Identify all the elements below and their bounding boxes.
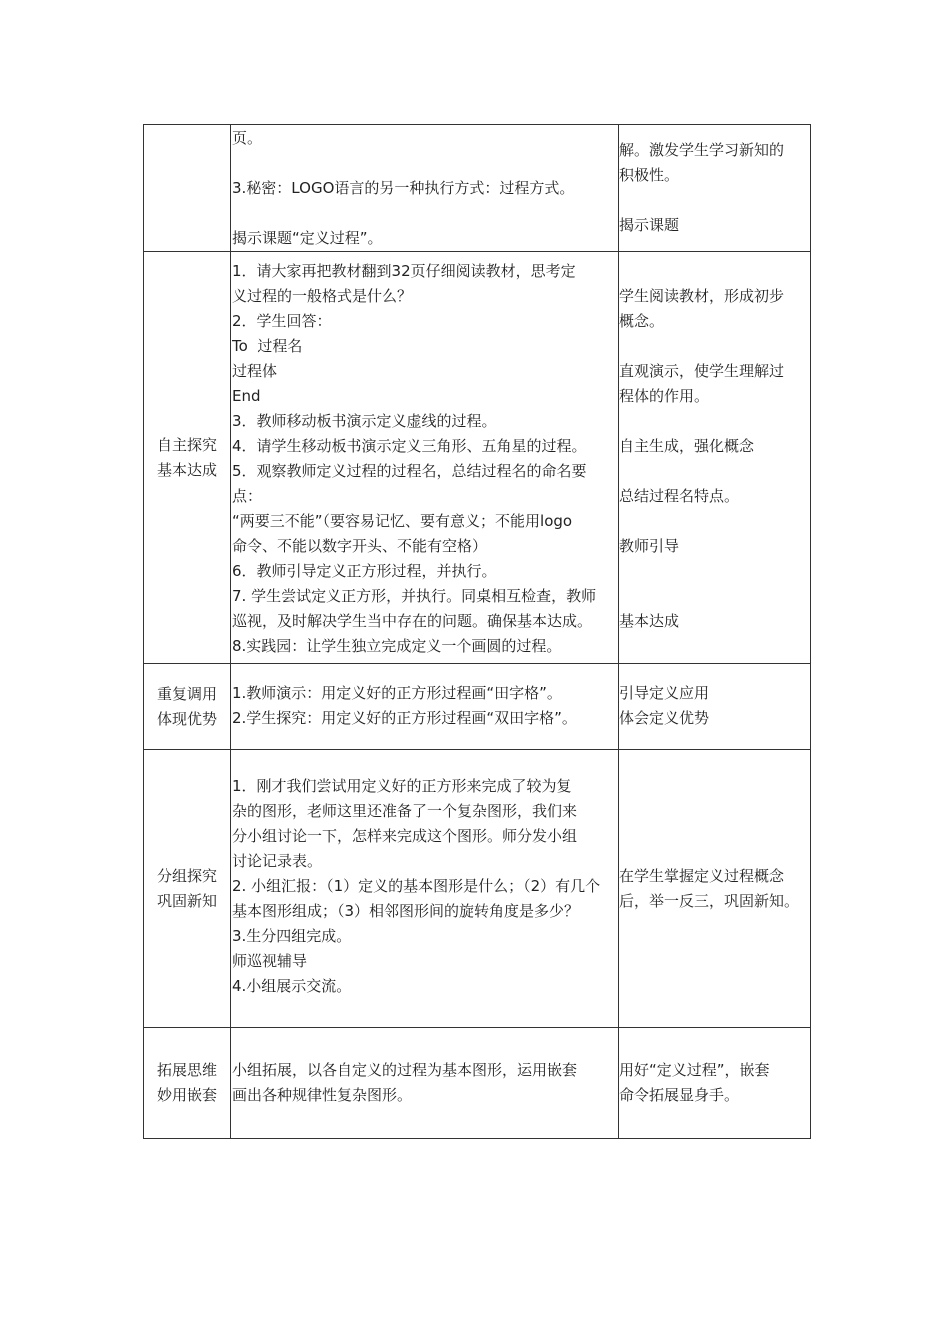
content-line: 7. 学生尝试定义正方形，并执行。同桌相互检查，教师: [232, 587, 597, 605]
stage-label: 体现优势: [156, 709, 217, 728]
table-row: [144, 750, 811, 1028]
content-cell: [231, 252, 619, 664]
content-line: 页。: [232, 129, 263, 147]
stage-label: 重复调用: [156, 684, 217, 703]
notes-line: 教师引导: [619, 537, 680, 555]
notes-cell: [619, 252, 811, 664]
content-cell: [231, 664, 619, 750]
content-line: 4．请学生移动板书演示定义三角形、五角星的过程。: [232, 437, 587, 455]
content-line: 基本图形组成；（3）相邻图形间的旋转角度是多少？: [232, 902, 580, 920]
content-line: 师巡视辅导: [232, 952, 308, 970]
content-line: 1.教师演示：用定义好的正方形过程画“田字格”。: [232, 684, 562, 702]
notes-cell: [619, 664, 811, 750]
notes-line: 程体的作用。: [619, 387, 710, 405]
stage-cell: [144, 750, 231, 1028]
notes-line: 直观演示，使学生理解过: [619, 362, 785, 380]
stage-cell: [144, 125, 231, 252]
content-line: 8.实践园：让学生独立完成定义一个画圆的过程。: [232, 637, 562, 655]
stage-label: 巩固新知: [156, 891, 217, 910]
notes-line: 积极性。: [619, 166, 680, 184]
content-cell: [231, 750, 619, 1028]
content-line: 2.学生探究：用定义好的正方形过程画“双田字格”。: [232, 709, 577, 727]
table-row: [144, 252, 811, 664]
content-line: 命令、不能以数字开头、不能有空格）: [232, 537, 488, 555]
content-line: 分小组讨论一下，怎样来完成这个图形。师分发小组: [232, 827, 578, 845]
content-line: 1．请大家再把教材翻到32页仔细阅读教材，思考定: [232, 262, 576, 280]
stage-label: 分组探究: [156, 866, 217, 885]
content-line: 过程体: [232, 362, 278, 380]
table-row: [144, 1028, 811, 1139]
content-line: 2．学生回答：: [232, 312, 332, 330]
content-line: 揭示课题“定义过程”。: [232, 229, 383, 247]
content-line: 2. 小组汇报：（1）定义的基本图形是什么；（2）有几个: [232, 877, 601, 895]
content-line: 3.秘密：LOGO语言的另一种执行方式：过程方式。: [232, 179, 575, 197]
content-line: 点：: [232, 487, 263, 505]
notes-line: 在学生掌握定义过程概念: [619, 866, 785, 885]
content-cell: [231, 125, 619, 252]
table-row: [144, 125, 811, 252]
content-line: End: [232, 387, 261, 405]
notes-cell: [619, 750, 811, 1028]
stage-cell: [144, 664, 231, 750]
content-line: 小组拓展，以各自定义的过程为基本图形，运用嵌套: [232, 1061, 578, 1079]
content-line: 义过程的一般格式是什么？: [232, 287, 413, 305]
content-line: 3.生分四组完成。: [232, 927, 352, 945]
content-line: 1．刚才我们尝试用定义好的正方形来完成了较为复: [232, 777, 572, 795]
stage-cell: [144, 1028, 231, 1139]
notes-line: 解。激发学生学习新知的: [619, 141, 785, 159]
notes-line: 自主生成，强化概念: [619, 437, 755, 455]
content-line: 3．教师移动板书演示定义虚线的过程。: [232, 412, 497, 430]
stage-label: 基本达成: [156, 460, 217, 479]
stage-label: 妙用嵌套: [156, 1086, 217, 1104]
notes-line: 后，举一反三，巩固新知。: [619, 891, 800, 910]
content-line: 6．教师引导定义正方形过程，并执行。: [232, 562, 497, 580]
stage-label: 拓展思维: [156, 1061, 217, 1079]
table-row: [144, 664, 811, 750]
notes-line: 概念。: [619, 312, 665, 330]
content-line: 4.小组展示交流。: [232, 977, 352, 995]
content-line: 杂的图形，老师这里还准备了一个复杂图形，我们来: [232, 802, 578, 820]
notes-line: 引导定义应用: [619, 684, 710, 702]
notes-line: 命令拓展显身手。: [619, 1086, 740, 1104]
content-line: 画出各种规律性复杂图形。: [232, 1086, 413, 1104]
notes-line: 基本达成: [619, 612, 680, 630]
content-line: To 过程名: [232, 337, 303, 355]
content-line: “两要三不能”（要容易记忆、要有意义；不能用logo: [232, 512, 573, 530]
notes-line: 揭示课题: [619, 216, 680, 234]
stage-label: 自主探究: [156, 435, 217, 454]
content-line: 讨论记录表。: [232, 852, 323, 870]
notes-line: 总结过程名特点。: [619, 487, 740, 505]
stage-cell: [144, 252, 231, 664]
content-line: 巡视，及时解决学生当中存在的问题。确保基本达成。: [232, 612, 593, 630]
content-cell: [231, 1028, 619, 1139]
notes-line: 体会定义优势: [619, 709, 710, 727]
content-line: 5．观察教师定义过程的过程名，总结过程名的命名要: [232, 462, 587, 480]
lesson-plan-table: [143, 124, 811, 1139]
notes-cell: [619, 125, 811, 252]
notes-cell: [619, 1028, 811, 1139]
notes-line: 学生阅读教材，形成初步: [619, 287, 785, 305]
notes-line: 用好“定义过程”，嵌套: [619, 1061, 770, 1079]
